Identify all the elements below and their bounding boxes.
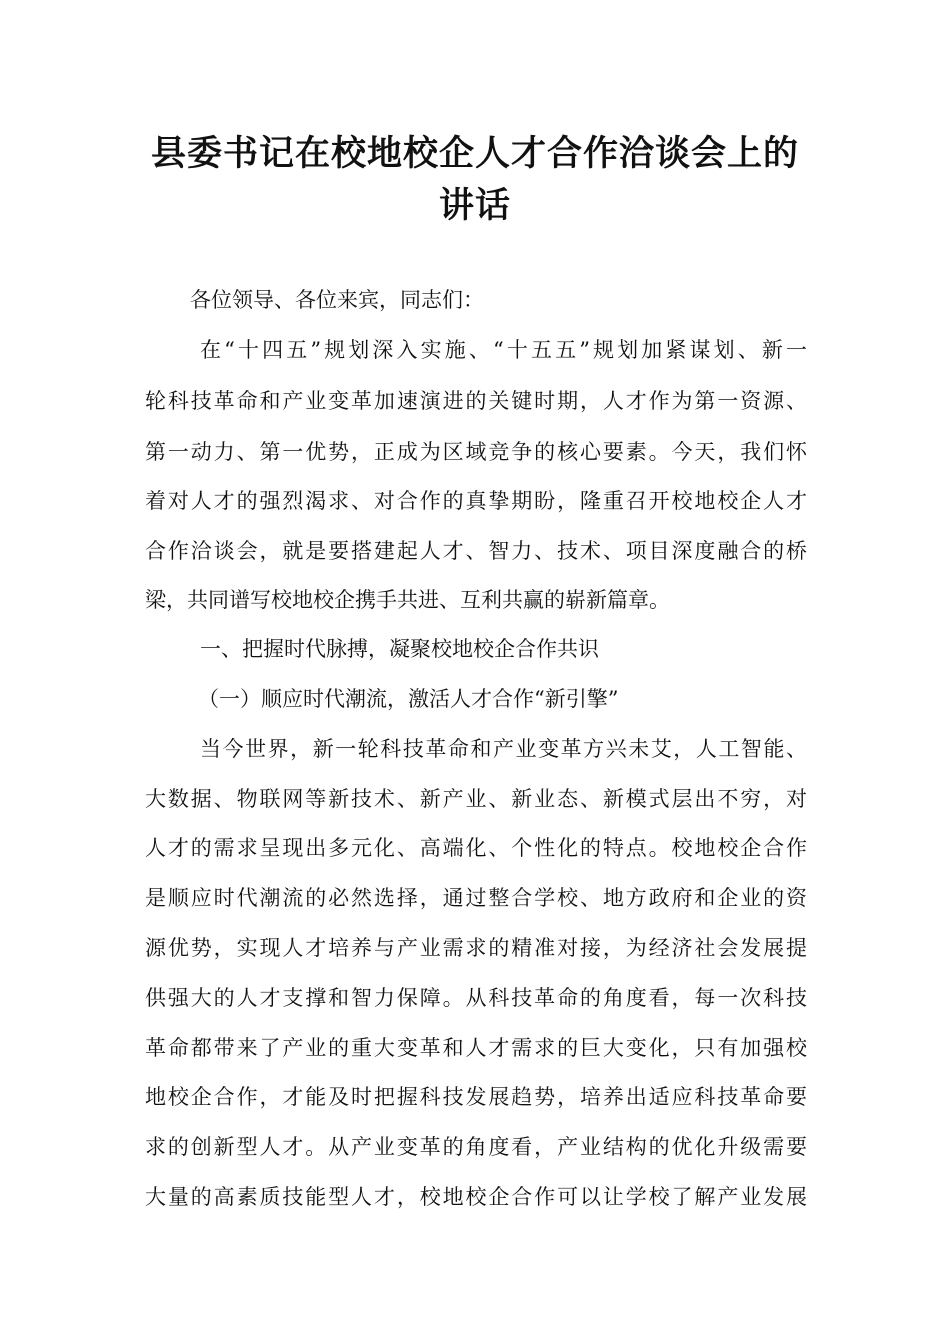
paragraph-2-line: 求的创新型人才。从产业变革的角度看，产业结构的优化升级需要	[145, 1135, 807, 1159]
paragraph-2-line: 革命都带来了产业的重大变革和人才需求的巨大变化，只有加强校	[145, 1036, 807, 1060]
paragraph-2-line: 源优势，实现人才培养与产业需求的精准对接，为经济社会发展提	[145, 936, 807, 960]
paragraph-2-line: 大数据、物联网等新技术、新产业、新业态、新模式层出不穷，对	[145, 787, 807, 811]
paragraph-1-line: 合作洽谈会，就是要搭建起人才、智力、技术、项目深度融合的桥	[145, 539, 807, 563]
section-heading: 一、把握时代脉搏，凝聚校地校企合作共识	[200, 637, 599, 661]
paragraph-2-line: 地校企合作，才能及时把握科技发展趋势，培养出适应科技革命要	[145, 1085, 807, 1109]
paragraph-2-line: 是顺应时代潮流的必然选择，通过整合学校、地方政府和企业的资	[145, 886, 807, 910]
paragraph-1-line: 在“十四五”规划深入实施、“十五五”规划加紧谋划、新一	[200, 338, 807, 362]
document-title: 县委书记在校地校企人才合作洽谈会上的	[150, 134, 799, 174]
paragraph-2-line: 当今世界，新一轮科技革命和产业变革方兴未艾，人工智能、	[200, 737, 807, 761]
paragraph-2-line: 人才的需求呈现出多元化、高端化、个性化的特点。校地校企合作	[145, 836, 807, 860]
document-title-continued: 讲话	[438, 186, 511, 226]
paragraph-1-line: 梁，共同谱写校地校企携手共进、互利共赢的崭新篇章。	[145, 588, 670, 612]
subsection-heading: （一）顺应时代潮流，激活人才合作“新引擎”	[198, 687, 619, 711]
paragraph-2-line: 供强大的人才支撑和智力保障。从科技革命的角度看，每一次科技	[145, 986, 807, 1010]
paragraph-2-line: 大量的高素质技能型人才，校地校企合作可以让学校了解产业发展	[145, 1185, 807, 1209]
paragraph-1-line: 着对人才的强烈渴求、对合作的真挚期盼，隆重召开校地校企人才	[145, 489, 807, 513]
paragraph-1-line: 第一动力、第一优势，正成为区域竞争的核心要素。今天，我们怀	[145, 440, 807, 464]
paragraph-1-line: 轮科技革命和产业变革加速演进的关键时期，人才作为第一资源、	[145, 389, 807, 413]
salutation: 各位领导、各位来宾，同志们：	[190, 288, 484, 312]
